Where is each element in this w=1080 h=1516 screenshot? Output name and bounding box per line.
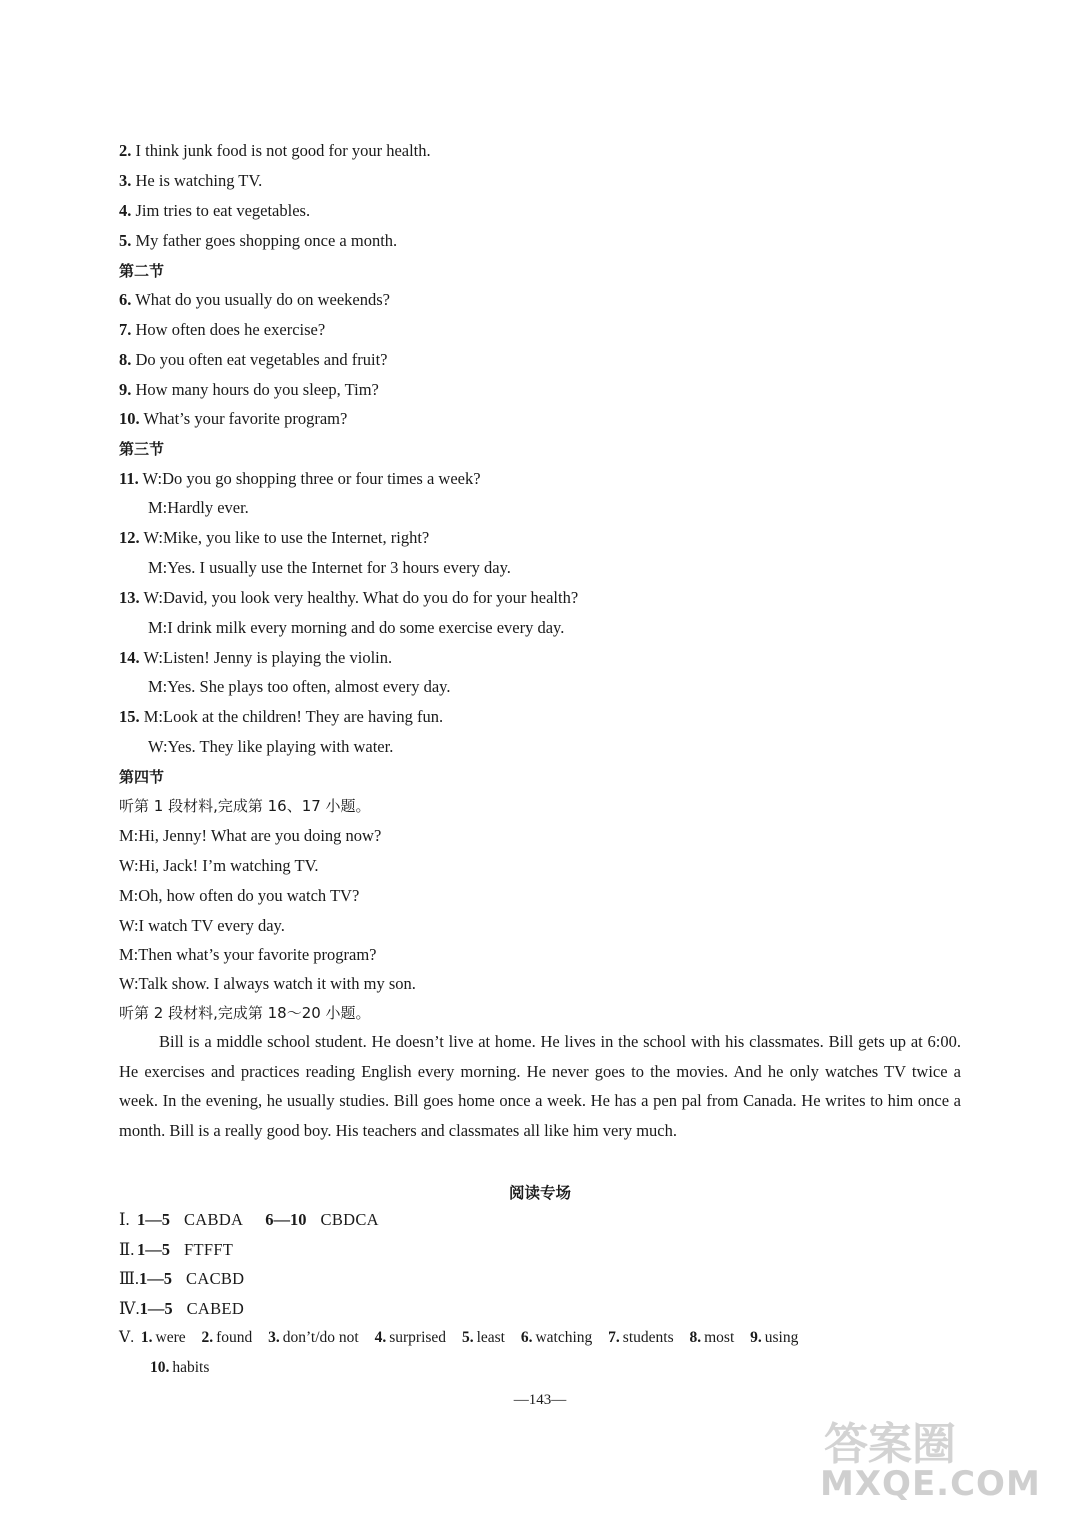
dialogue-15-b: W:Yes. They like playing with water. [148, 737, 394, 756]
answer-line-10: 10. What’s your favorite program? [119, 409, 348, 428]
section-heading-4: 第四节 [119, 768, 165, 786]
answer-row-5-cont [150, 1357, 221, 1379]
watermark-glyphs: 答案圈 [824, 1419, 956, 1470]
answer-row-2: Ⅱ. 1—5 FTFFT [119, 1240, 234, 1259]
answer-row-4: Ⅳ.1—5 CABED [119, 1299, 245, 1318]
answer-line-7: 7. How often does he exercise? [119, 320, 326, 339]
answer-line-9: 9. How many hours do you sleep, Tim? [119, 380, 379, 399]
page-number: —143— [513, 1392, 567, 1408]
blank-answer: 2. found [201, 1329, 253, 1346]
blank-answer: 6. watching [520, 1329, 593, 1346]
conversation-line: W:Talk show. I always watch it with my son. [119, 974, 416, 993]
conversation-line: W:I watch TV every day. [119, 916, 285, 935]
section-heading-3: 第三节 [119, 440, 165, 458]
section-heading-2: 第二节 [119, 262, 165, 280]
blank-answer: 8. most [689, 1329, 735, 1346]
listening-instruction-2: 听第 2 段材料,完成第 18～20 小题。 [119, 1004, 371, 1022]
dialogue-14-b: M:Yes. She plays too often, almost every day. [148, 677, 451, 696]
answer-line-2: 2. I think junk food is not good for your health. [119, 141, 431, 160]
blank-answer: 4. surprised [374, 1329, 447, 1346]
blank-answer: 1. were [140, 1329, 186, 1346]
conversation-line: M:Then what’s your favorite program? [119, 945, 377, 964]
answer-line-4: 4. Jim tries to eat vegetables. [119, 201, 311, 220]
answer-line-8: 8. Do you often eat vegetables and fruit? [119, 350, 388, 369]
blank-answer: 3. don’t/do not [268, 1329, 359, 1346]
blank-answer: 9. using [750, 1329, 799, 1346]
listening-instruction-1: 听第 1 段材料,完成第 16、17 小题。 [119, 797, 371, 815]
dialogue-15-a: 15. M:Look at the children! They are having fun. [119, 707, 444, 726]
answer-line-6: 6. What do you usually do on weekends? [119, 290, 390, 309]
blank-answer: 10. habits [150, 1359, 210, 1376]
listening-passage: Bill is a middle school student. He doesn’t live at home. He lives in the school with his classmates. Bill gets up at 6:00. He exercises and practices reading English every morning. He never goes to the movies. And he only watches TV twice a week. In the evening, he usually studies. Bill goes home once a week. He has a pen pal from Canada. He writes to him once a month. Bill is a really good boy. His teachers and classmates all like him very much. [119, 1032, 961, 1140]
reading-section-title: 阅读专场 [508, 1184, 571, 1202]
conversation-line: M:Hi, Jenny! What are you doing now? [119, 826, 382, 845]
dialogue-12-a: 12. W:Mike, you like to use the Internet, right? [119, 528, 430, 547]
dialogue-12-b: M:Yes. I usually use the Internet for 3 hours every day. [148, 558, 511, 577]
dialogue-11-b: M:Hardly ever. [148, 498, 249, 517]
conversation-line: M:Oh, how often do you watch TV? [119, 886, 360, 905]
answer-line-5: 5. My father goes shopping once a month. [119, 231, 398, 250]
dialogue-14-a: 14. W:Listen! Jenny is playing the violin. [119, 648, 393, 667]
answer-line-3: 3. He is watching TV. [119, 171, 263, 190]
watermark-text: MXQE.COM [820, 1464, 1041, 1504]
dialogue-13-b: M:I drink milk every morning and do some exercise every day. [148, 618, 565, 637]
answer-row-5: Ⅴ. 1. were 2. found 3. don’t/do not 4. surprised 5. least 6. watching 7. students 8. most 9. using [119, 1329, 799, 1346]
answer-row-1: Ⅰ. 1—5 CABDA 6—10 CBDCA [119, 1210, 379, 1229]
answer-row-3: Ⅲ.1—5 CACBD [119, 1269, 245, 1288]
dialogue-13-a: 13. W:David, you look very healthy. What do you do for your health? [119, 588, 579, 607]
watermark-logo [820, 1408, 1041, 1508]
blank-answer: 5. least [461, 1329, 505, 1346]
conversation-line: W:Hi, Jack! I’m watching TV. [119, 856, 319, 875]
blank-answer: 7. students [608, 1329, 674, 1346]
dialogue-11-a: 11. W:Do you go shopping three or four times a week? [119, 469, 481, 488]
